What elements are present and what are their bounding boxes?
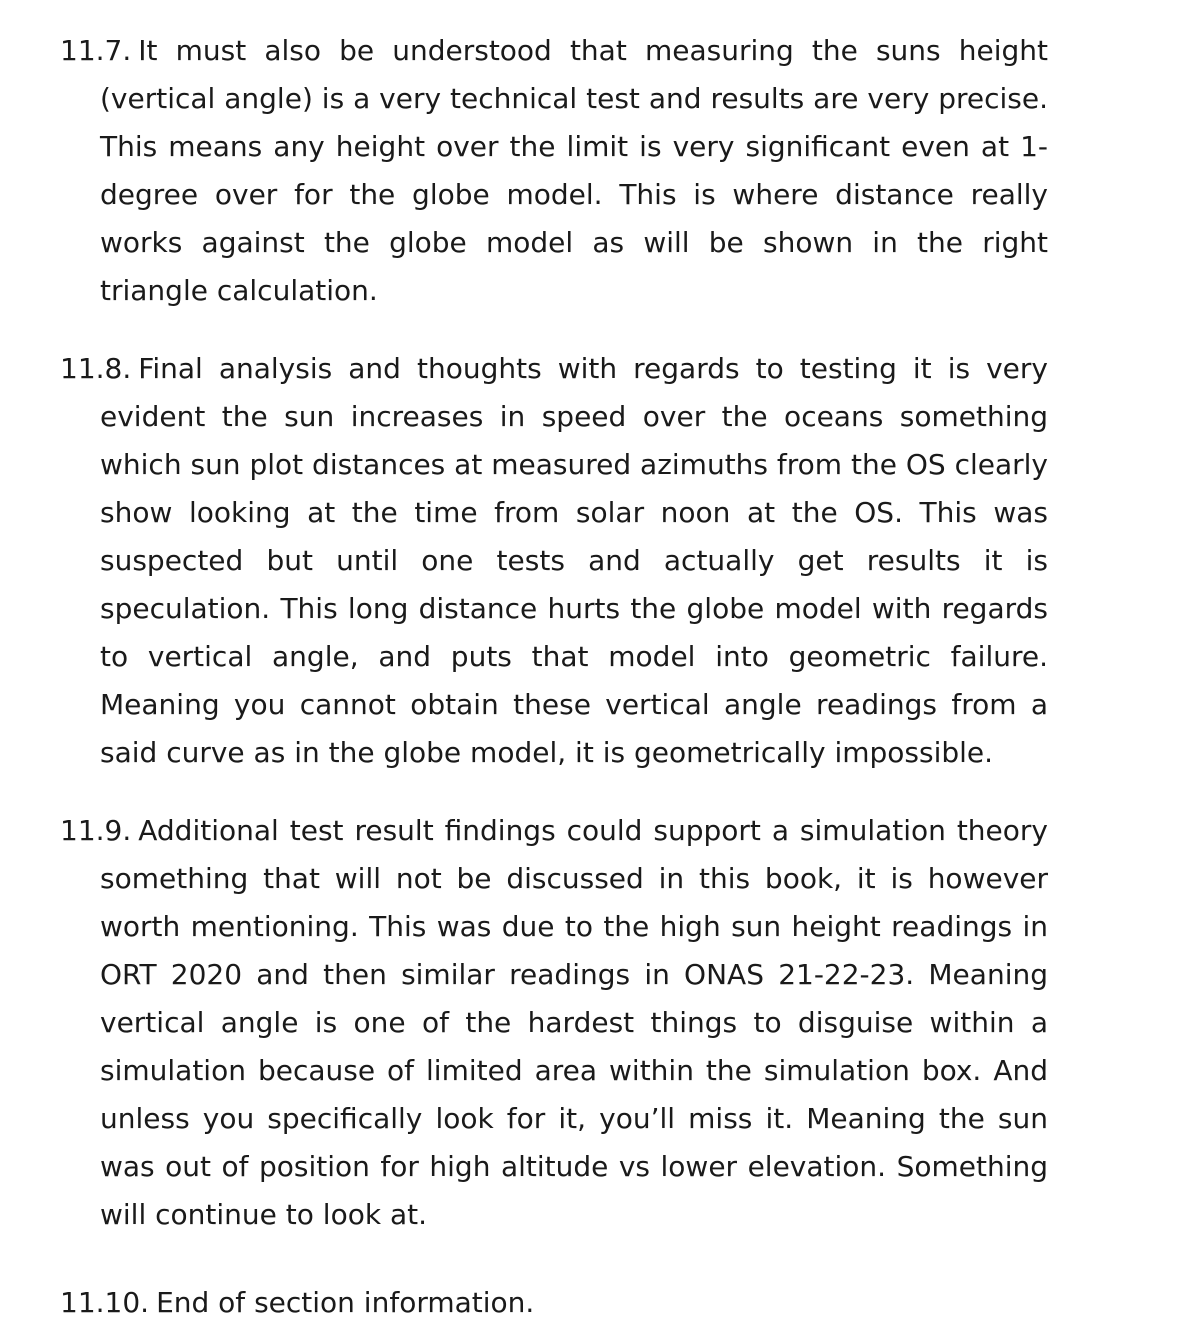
paragraph-number: 11.9.: [60, 814, 132, 847]
paragraph-number: 11.7.: [60, 34, 132, 67]
paragraph-number: 11.10.: [60, 1286, 150, 1319]
paragraph-text: Additional test result findings could support a simulation theory something that will not be discussed in this book, it is however worth mentioning. This was due to the high sun height readings in ORT 2020 and then similar readings in ONAS 21-22-23. Meaning vertical angle is one of the hardest things to disguise within a simulation because of limited area within the simulation box. And unless you specifically look for it, you’ll miss it. Meaning the sun was out of position for high altitude vs lower elevation. Something will continue to look at.: [100, 814, 1048, 1231]
paragraph-11-9: [60, 807, 1048, 1239]
paragraph-text: Final analysis and thoughts with regards to testing it is very evident the sun increases in speed over the oceans something which sun plot distances at measured azimuths from the OS clearly show looking at the time from solar noon at the OS. This was suspected but until one tests and actually get results it is speculation. This long distance hurts the globe model with regards to vertical angle, and puts that model into geometric failure. Meaning you cannot obtain these vertical angle readings from a said curve as in the globe model, it is geometrically impossible.: [100, 352, 1048, 769]
paragraph-11-10: [60, 1279, 1048, 1327]
paragraph-text: End of section information.: [156, 1286, 535, 1319]
paragraph-11-7: [60, 27, 1048, 315]
paragraph-text: It must also be understood that measuring the suns height (vertical angle) is a very technical test and results are very precise. This means any height over the limit is very significant even at 1-degree over for the globe model. This is where distance really works against the globe model as will be shown in the right triangle calculation.: [100, 34, 1048, 307]
paragraph-number: 11.8.: [60, 352, 132, 385]
paragraph-11-8: [60, 345, 1048, 777]
document-page: [60, 27, 1048, 1327]
